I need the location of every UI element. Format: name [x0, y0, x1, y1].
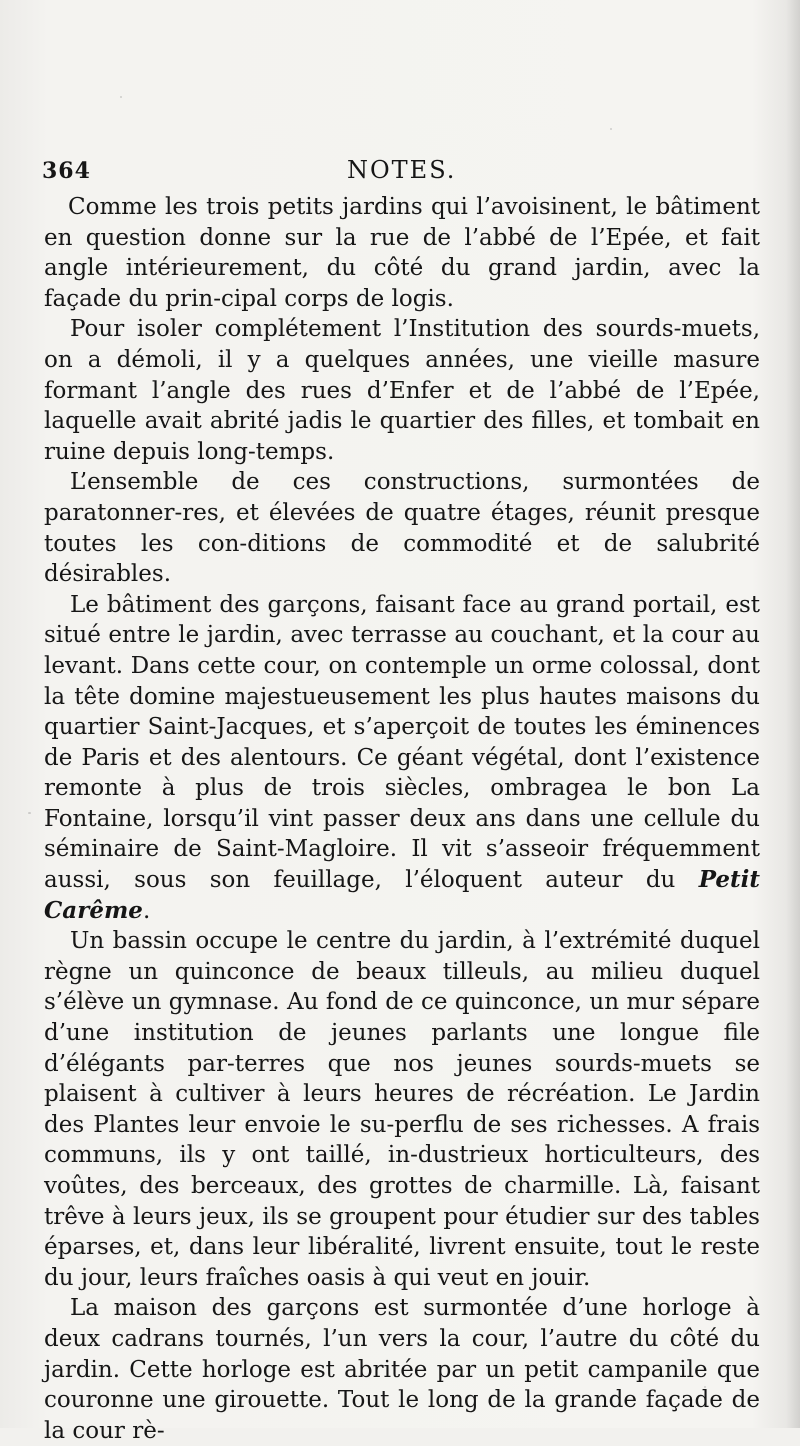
paper-speck — [120, 96, 122, 98]
paragraph-text: Le bâtiment des garçons, faisant face au grand portail, est situé entre le jardin, avec terrasse au couchant, et la cour au levant. Dans cette cour, on contemple un orme colossal, dont la tête domine majestueusement les plus hautes maisons du quartier Saint-Jacques, et s’aperçoit de toutes les éminences de Paris et des alentours. Ce géant végétal, dont l’existence remonte à plus de trois siècles, ombragea le bon La Fontaine, lorsqu’il vint passer deux ans dans une cellule du séminaire de Saint-Magloire. Il vit s’asseoir fréquemment aussi, sous son feuillage, l’éloquent auteur du — [44, 591, 760, 894]
paragraph-4 — [44, 590, 760, 927]
paragraph-3 — [44, 467, 760, 589]
paragraph-text: Un bassin occupe le centre du jardin, à l’extrémité duquel règne un quinconce de beaux tilleuls, au milieu duquel s’élève un gymnase. Au fond de ce quinconce, un mur sépare d’une institution de jeunes parlants une longue file d’élégants par-terres que nos jeunes sourds-muets se plaisent à cultiver à leurs heures de récréation. Le Jardin des Plantes leur envoie le su-perflu de ses richesses. A frais communs, ils y ont taillé, in-dustrieux horticulteurs, des voûtes, des berceaux, des grottes de charmille. Là, faisant trêve à leurs jeux, ils se groupent pour étudier sur des tables éparses, et, dans leur libéralité, livrent ensuite, tout le reste du jour, leurs fraîches oasis à qui veut en jouir. — [44, 928, 760, 1291]
paragraph-text: L’ensemble de ces constructions, surmontées de paratonner-res, et élevées de quatre étages, réunit presque toutes les con-ditions de commodité et de salubrité désirables. — [44, 469, 760, 588]
italic-title: Petit Carême — [44, 866, 760, 924]
page-number: 364 — [42, 158, 91, 184]
paragraph-end: . — [142, 897, 151, 924]
paragraph-text: Pour isoler complétement l’Institution des sourds-muets, on a démoli, il y a quelques années, une vieille masure formant l’angle des rues d’Enfer et de l’abbé de l’Epée, laquelle avait abrité jadis le quartier des filles, et tombait en ruine depuis long-temps. — [44, 316, 760, 465]
paragraph-6 — [44, 1293, 760, 1446]
paper-speck — [610, 128, 612, 130]
body-text — [44, 192, 760, 1446]
paragraph-1 — [44, 192, 760, 314]
paragraph-2 — [44, 314, 760, 467]
paragraph-text: La maison des garçons est surmontée d’une horloge à deux cadrans tournés, l’un vers la cour, l’autre du côté du jardin. Cette horloge est abritée par un petit campanile que couronne une girouette. Tout le long de la grande façade de la cour rè- — [44, 1295, 760, 1444]
paper-speck — [28, 812, 31, 814]
page-header — [42, 150, 760, 190]
paragraph-text: Comme les trois petits jardins qui l’avoisinent, le bâtiment en question donne sur la rue de l’abbé de l’Epée, et fait angle intérieurement, du côté du grand jardin, avec la façade du prin-cipal corps de logis. — [44, 194, 760, 312]
paper-speck — [704, 1386, 706, 1388]
page-edge-shadow — [786, 0, 800, 1428]
running-title: NOTES. — [347, 156, 457, 184]
paragraph-5 — [44, 926, 760, 1293]
